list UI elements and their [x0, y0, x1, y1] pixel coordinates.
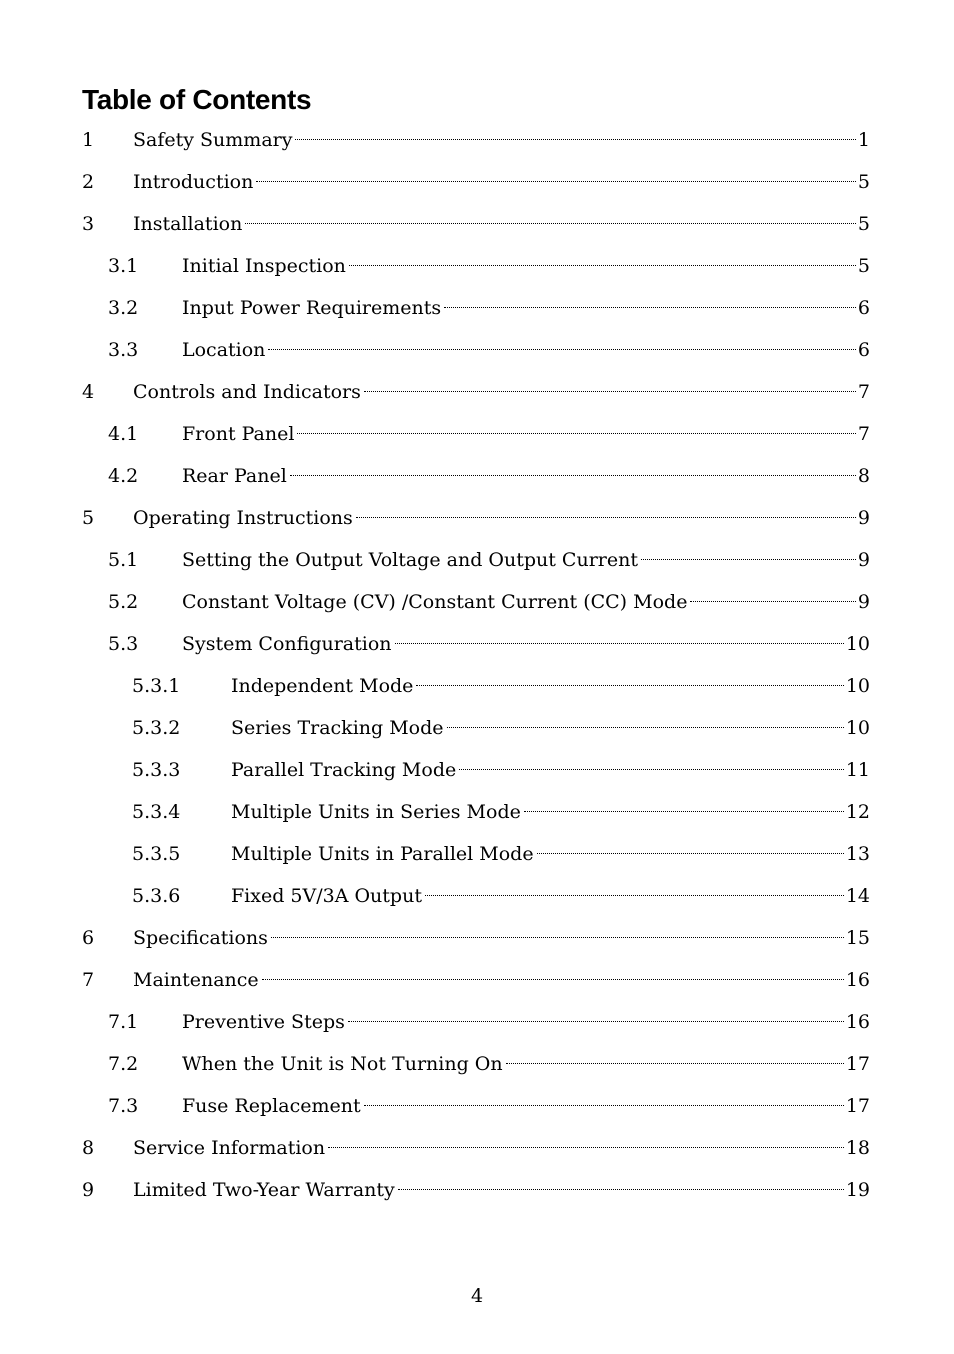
toc-entry-label[interactable]: Controls and Indicators — [133, 375, 363, 409]
toc-entry-label[interactable]: Multiple Units in Series Mode — [231, 795, 523, 829]
toc-entry-number: 3.3 — [108, 333, 138, 367]
toc-entry-number: 8 — [82, 1131, 94, 1165]
toc-entry[interactable] — [82, 963, 870, 1005]
toc-entry-page[interactable]: 6 — [857, 291, 870, 325]
toc-entry-page[interactable]: 19 — [845, 1173, 870, 1207]
toc-entry[interactable] — [82, 669, 870, 711]
toc-entry-label[interactable]: Installation — [133, 207, 244, 241]
toc-entry[interactable] — [82, 291, 870, 333]
toc-entry-page[interactable]: 7 — [857, 375, 870, 409]
toc-entry-number: 3.1 — [108, 249, 138, 283]
toc-entry-number: 3 — [82, 207, 94, 241]
toc-entry-number: 7.2 — [108, 1047, 138, 1081]
dot-leader — [395, 642, 844, 644]
toc-entry-page[interactable]: 10 — [845, 711, 870, 745]
toc-entry-page[interactable]: 16 — [845, 1005, 870, 1039]
toc-entry-page[interactable]: 8 — [857, 459, 870, 493]
toc-entry-label[interactable]: Parallel Tracking Mode — [231, 753, 458, 787]
toc-entry-number: 2 — [82, 165, 94, 199]
toc-entry-label[interactable]: Specifications — [133, 921, 270, 955]
toc-entry-number: 4.1 — [108, 417, 138, 451]
toc-entry-number: 7.1 — [108, 1005, 138, 1039]
dot-leader — [524, 810, 844, 812]
toc-entry[interactable] — [82, 543, 870, 585]
toc-entry-page[interactable]: 11 — [845, 753, 870, 787]
toc-entry[interactable] — [82, 711, 870, 753]
toc-entry-page[interactable]: 1 — [857, 123, 870, 157]
toc-entry-label[interactable]: Independent Mode — [231, 669, 415, 703]
toc-entry[interactable] — [82, 417, 870, 459]
toc-entry-page[interactable]: 13 — [845, 837, 870, 871]
toc-entry[interactable] — [82, 123, 870, 165]
dot-leader — [271, 936, 844, 938]
toc-entry-page[interactable]: 5 — [857, 249, 870, 283]
toc-entry[interactable] — [82, 207, 870, 249]
toc-entry[interactable] — [82, 333, 870, 375]
toc-entry[interactable] — [82, 795, 870, 837]
dot-leader — [297, 432, 855, 434]
toc-entry[interactable] — [82, 1173, 870, 1215]
toc-entry-label[interactable]: Operating Instructions — [133, 501, 355, 535]
toc-entry-number: 5.3.1 — [132, 669, 180, 703]
dot-leader — [690, 600, 855, 602]
toc-entry[interactable] — [82, 879, 870, 921]
toc-entry-label[interactable]: Rear Panel — [182, 459, 289, 493]
toc-entry-label[interactable]: Constant Voltage (CV) /Constant Current (CC) Mode — [182, 585, 689, 619]
toc-entry-label[interactable]: Maintenance — [133, 963, 261, 997]
toc-entry[interactable] — [82, 921, 870, 963]
dot-leader — [256, 180, 856, 182]
dot-leader — [364, 390, 856, 392]
toc-entry-number: 5 — [82, 501, 94, 535]
toc-entry[interactable] — [82, 501, 870, 543]
toc-entry[interactable] — [82, 459, 870, 501]
toc-entry-label[interactable]: Series Tracking Mode — [231, 711, 446, 745]
toc-entry-page[interactable]: 16 — [845, 963, 870, 997]
toc-entry-number: 7 — [82, 963, 94, 997]
toc-entry-label[interactable]: Service Information — [133, 1131, 327, 1165]
toc-entry-label[interactable]: Input Power Requirements — [182, 291, 443, 325]
dot-leader — [641, 558, 856, 560]
toc-entry[interactable] — [82, 837, 870, 879]
dot-leader — [349, 264, 856, 266]
toc-entry-page[interactable]: 9 — [857, 585, 870, 619]
toc-entry-label[interactable]: When the Unit is Not Turning On — [182, 1047, 505, 1081]
toc-entry[interactable] — [82, 1131, 870, 1173]
toc-entry-page[interactable]: 17 — [845, 1089, 870, 1123]
dot-leader — [245, 222, 856, 224]
dot-leader — [447, 726, 844, 728]
toc-entry-number: 5.1 — [108, 543, 138, 577]
toc-entry-page[interactable]: 5 — [857, 207, 870, 241]
toc-entry-number: 5.3 — [108, 627, 138, 661]
page-title: Table of Contents — [82, 84, 312, 115]
toc-entry-page[interactable]: 10 — [845, 627, 870, 661]
dot-leader — [537, 852, 844, 854]
toc-entry-number: 3.2 — [108, 291, 138, 325]
toc-entry-label[interactable]: Safety Summary — [133, 123, 294, 157]
dot-leader — [268, 348, 855, 350]
toc-entry[interactable] — [82, 165, 870, 207]
toc-entry[interactable] — [82, 1089, 870, 1131]
toc-entry-page[interactable]: 12 — [845, 795, 870, 829]
toc-entry-label[interactable]: Introduction — [133, 165, 255, 199]
toc-entry-label[interactable]: Fuse Replacement — [182, 1089, 363, 1123]
dot-leader — [425, 894, 844, 896]
dot-leader — [506, 1062, 844, 1064]
toc-entry-number: 5.3.6 — [132, 879, 180, 913]
toc-entry-label[interactable]: Limited Two-Year Warranty — [133, 1173, 397, 1207]
toc-entry-number: 5.3.3 — [132, 753, 180, 787]
toc-entry-page[interactable]: 9 — [857, 543, 870, 577]
toc-entry[interactable] — [82, 375, 870, 417]
toc-entry-page[interactable]: 6 — [857, 333, 870, 367]
dot-leader — [328, 1146, 844, 1148]
dot-leader — [262, 978, 844, 980]
toc-entry[interactable] — [82, 1047, 870, 1089]
toc-entry-page[interactable]: 10 — [845, 669, 870, 703]
toc-entry[interactable] — [82, 627, 870, 669]
toc-entry[interactable] — [82, 753, 870, 795]
toc-entry-number: 5.3.5 — [132, 837, 180, 871]
toc-entry-page[interactable]: 7 — [857, 417, 870, 451]
toc-entry-label[interactable]: System Configuration — [182, 627, 394, 661]
toc-entry-label[interactable]: Front Panel — [182, 417, 296, 451]
dot-leader — [444, 306, 856, 308]
dot-leader — [348, 1020, 844, 1022]
toc-entry-page[interactable]: 14 — [845, 879, 870, 913]
toc-entry-label[interactable]: Setting the Output Voltage and Output Current — [182, 543, 640, 577]
toc-entry[interactable] — [82, 585, 870, 627]
page-number: 4 — [470, 1285, 484, 1307]
dot-leader — [356, 516, 856, 518]
toc-entry-page[interactable]: 15 — [845, 921, 870, 955]
toc-entry-page[interactable]: 5 — [857, 165, 870, 199]
dot-leader — [364, 1104, 844, 1106]
toc-entry[interactable] — [82, 249, 870, 291]
dot-leader — [459, 768, 844, 770]
toc-entry[interactable] — [82, 1005, 870, 1047]
toc-entry-number: 1 — [82, 123, 94, 157]
toc-entry-label[interactable]: Location — [182, 333, 267, 367]
toc-entry-number: 4.2 — [108, 459, 138, 493]
dot-leader — [398, 1188, 844, 1190]
toc-entry-number: 6 — [82, 921, 94, 955]
toc-entry-number: 5.3.4 — [132, 795, 180, 829]
table-of-contents — [82, 123, 870, 1215]
dot-leader — [295, 138, 855, 140]
dot-leader — [416, 684, 843, 686]
toc-entry-page[interactable]: 18 — [845, 1131, 870, 1165]
toc-entry-label[interactable]: Fixed 5V/3A Output — [231, 879, 424, 913]
toc-entry-page[interactable]: 17 — [845, 1047, 870, 1081]
toc-entry-number: 5.2 — [108, 585, 138, 619]
toc-entry-label[interactable]: Initial Inspection — [182, 249, 348, 283]
toc-entry-number: 4 — [82, 375, 94, 409]
toc-entry-label[interactable]: Preventive Steps — [182, 1005, 347, 1039]
toc-entry-page[interactable]: 9 — [857, 501, 870, 535]
toc-entry-label[interactable]: Multiple Units in Parallel Mode — [231, 837, 536, 871]
dot-leader — [290, 474, 856, 476]
toc-entry-number: 9 — [82, 1173, 94, 1207]
toc-entry-number: 5.3.2 — [132, 711, 180, 745]
toc-entry-number: 7.3 — [108, 1089, 138, 1123]
